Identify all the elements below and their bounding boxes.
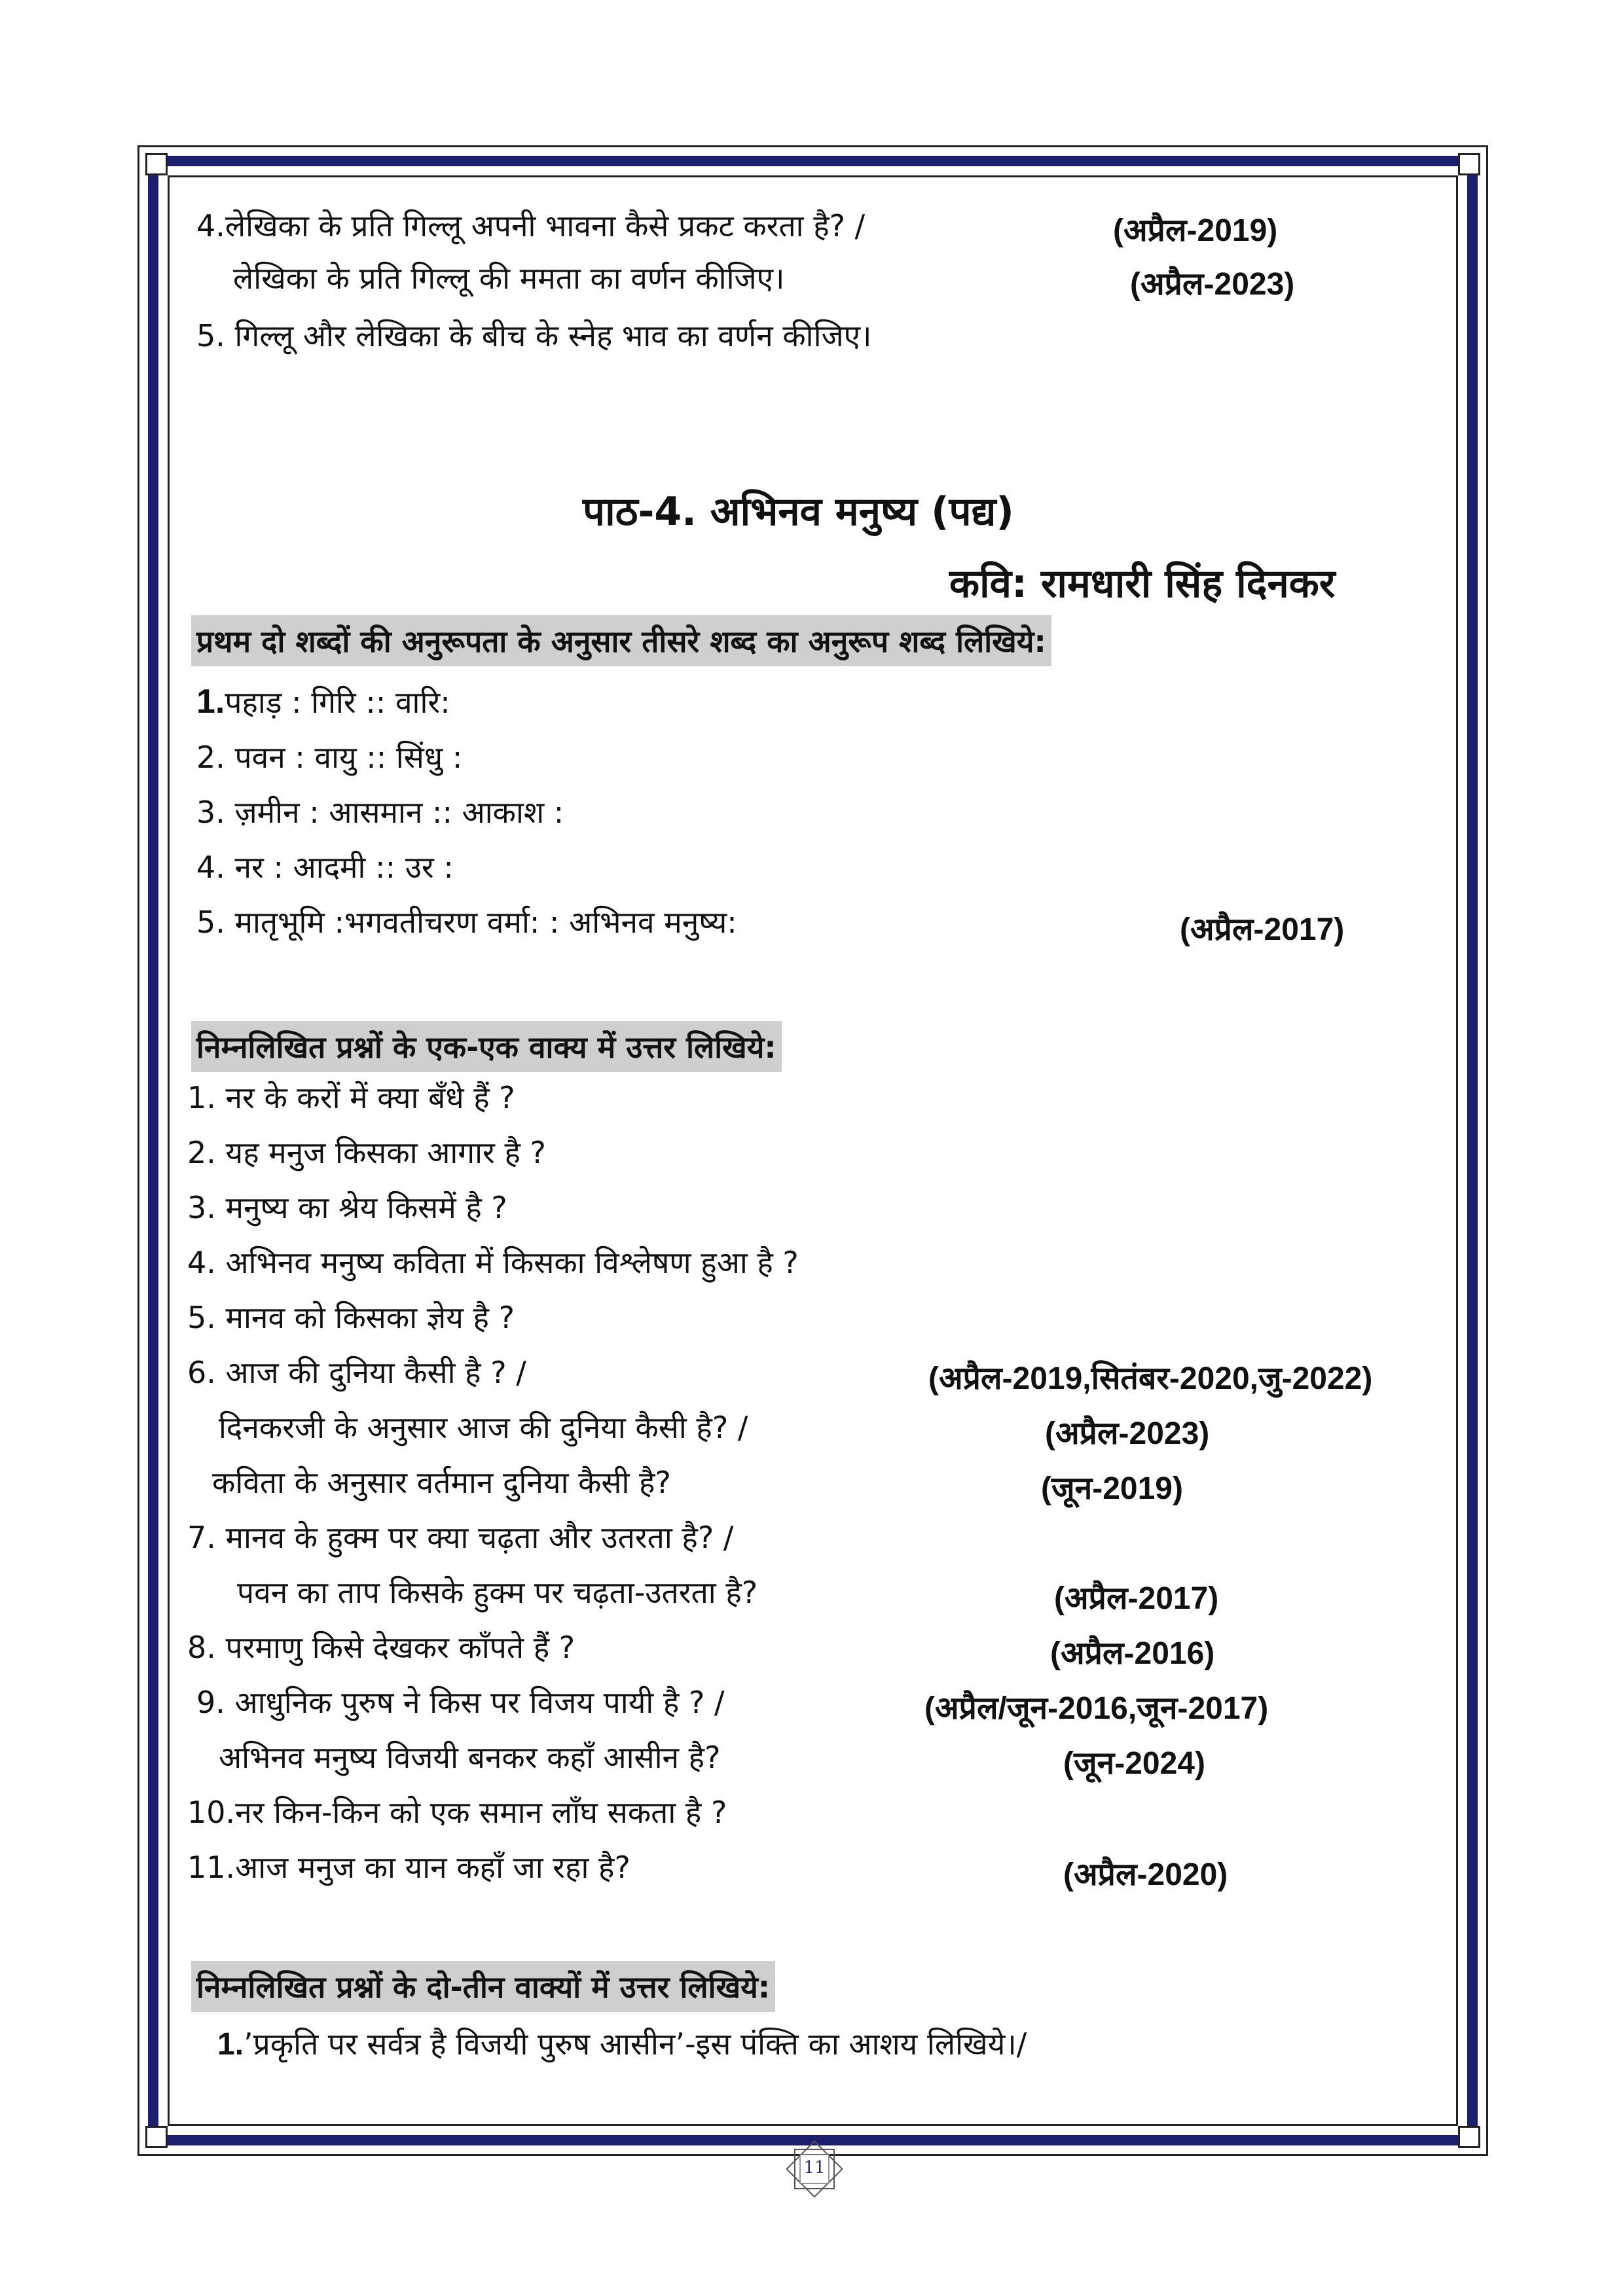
analogy-item-2: 2. पवन : वायु :: सिंधु : (196, 740, 463, 775)
border-corner-tl (145, 153, 168, 175)
analogy-item-5-ref: (अप्रैल-2017) (1180, 912, 1345, 947)
question-4a-ref: (अप्रैल-2019) (1113, 213, 1278, 248)
analogy-item-1 (196, 685, 450, 719)
question-6b: दिनकरजी के अनुसार आज की दुनिया कैसी है? / (219, 1410, 748, 1445)
question-list-item-11: 11.आज मनुज का यान कहाँ जा रहा है? (187, 1850, 630, 1885)
analogy-item-4: 4. नर : आदमी :: उर : (196, 850, 454, 885)
border-corner-tr (1458, 153, 1480, 175)
question-list-item-6: 6. आज की दुनिया कैसी है ? / (187, 1355, 526, 1390)
analogy-item-1-text: पहाड़ : गिरि :: वारि: (225, 685, 450, 720)
question-6c-ref: (जून-2019) (1041, 1471, 1183, 1506)
question-9-ref: (अप्रैल/जून-2016,जून-2017) (924, 1691, 1269, 1726)
question-7b: पवन का ताप किसके हुक्म पर चढ़ता-उतरता है? (237, 1575, 758, 1610)
question-list-item-1: 1. नर के करों में क्या बँधे हैं ? (187, 1080, 515, 1115)
question-list-item-2: 2. यह मनुज किसका आगार है ? (187, 1135, 546, 1170)
long-question-1 (217, 2026, 1027, 2062)
question-6b-ref: (अप्रैल-2023) (1045, 1416, 1210, 1451)
question-list-item-10: 10.नर किन-किन को एक समान लाँघ सकता है ? (187, 1795, 727, 1830)
question-5: 5. गिल्लू और लेखिका के बीच के स्नेह भाव का वर्णन कीजिए। (196, 318, 872, 353)
section-heading-analogies: प्रथम दो शब्दों की अनुरूपता के अनुसार तीसरे शब्द का अनुरूप शब्द लिखिये: (191, 615, 1051, 666)
analogy-item-1-number: 1. (196, 683, 225, 721)
lesson-title: पाठ-4. अभिनव मनुष्य (पद्य) (583, 489, 1014, 535)
question-9b: अभिनव मनुष्य विजयी बनकर कहाँ आसीन है? (219, 1740, 721, 1775)
question-4a: 4.लेखिका के प्रति गिल्लू अपनी भावना कैसे प्रकट करता है? / (196, 208, 866, 243)
page-number: 11 (803, 2158, 826, 2178)
question-list-item-4: 4. अभिनव मनुष्य कविता में किसका विश्लेषण हुआ है ? (187, 1245, 799, 1280)
long-question-1-number: 1. (217, 2027, 244, 2062)
question-list-item-5: 5. मानव को किसका ज्ञेय है ? (187, 1300, 515, 1335)
long-question-1-text: ’प्रकृति पर सर्वत्र है विजयी पुरुष आसीन’-इस पंक्ति का आशय लिखिये।/ (244, 2026, 1027, 2062)
question-7b-ref: (अप्रैल-2017) (1054, 1581, 1219, 1616)
section-heading-two-three-sentence: निम्नलिखित प्रश्नों के दो-तीन वाक्यों में उत्तर लिखिये: (191, 1961, 775, 2012)
poet-name: कवि: रामधारी सिंह दिनकर (949, 561, 1336, 607)
question-9b-ref: (जून-2024) (1063, 1746, 1205, 1781)
analogy-item-3: 3. ज़मीन : आसमान :: आकाश : (196, 795, 564, 830)
analogy-item-5: 5. मातृभूमि :भगवतीचरण वर्मा: : अभिनव मनुष्य: (196, 905, 737, 940)
question-11-ref: (अप्रैल-2020) (1063, 1857, 1228, 1892)
question-list-item-7: 7. मानव के हुक्म पर क्या चढ़ता और उतरता है? / (187, 1520, 734, 1555)
border-corner-br (1458, 2126, 1480, 2148)
question-4b: लेखिका के प्रति गिल्लू की ममता का वर्णन कीजिए। (233, 260, 785, 296)
border-corner-bl (145, 2126, 168, 2148)
question-4b-ref: (अप्रैल-2023) (1130, 267, 1295, 302)
question-list-item-8: 8. परमाणु किसे देखकर काँपते हैं ? (187, 1630, 575, 1665)
question-list-item-3: 3. मनुष्य का श्रेय किसमें है ? (187, 1190, 507, 1225)
question-6c: कविता के अनुसार वर्तमान दुनिया कैसी है? (212, 1465, 671, 1500)
section-heading-one-sentence: निम्नलिखित प्रश्नों के एक-एक वाक्य में उत्तर लिखिये: (191, 1021, 782, 1072)
question-8-ref: (अप्रैल-2016) (1050, 1636, 1215, 1671)
question-6-ref: (अप्रैल-2019,सितंबर-2020,जु-2022) (928, 1361, 1373, 1396)
question-list-item-9: 9. आधुनिक पुरुष ने किस पर विजय पायी है ? / (196, 1685, 725, 1720)
